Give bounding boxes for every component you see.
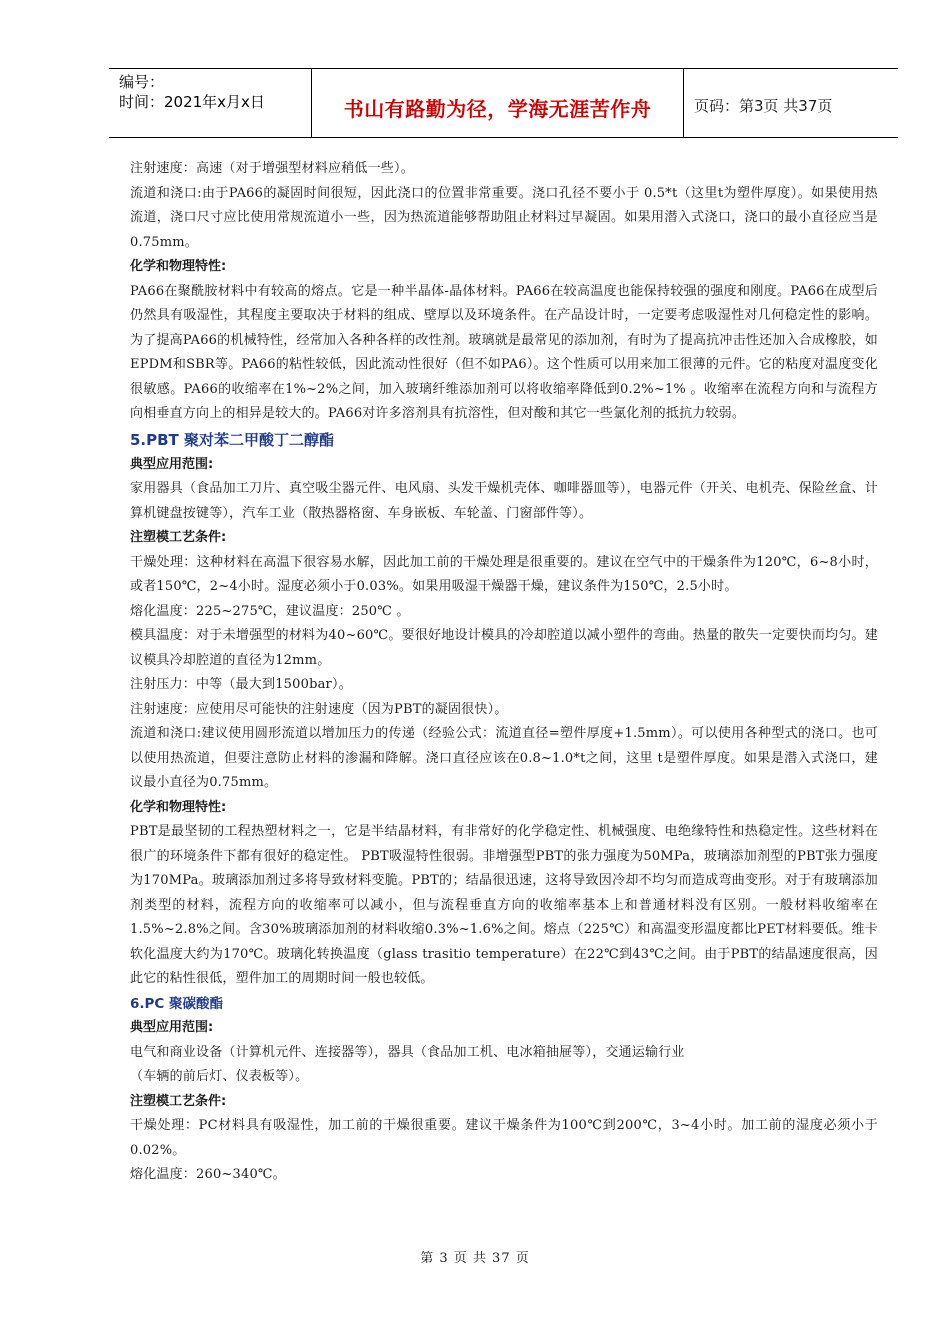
paragraph: 电气和商业设备（计算机元件、连接器等），器具（食品加工机、电冰箱抽屉等），交通运输行业 (130, 1044, 685, 1060)
paragraph: 干燥处理：这种材料在高温下很容易水解，因此加工前的干燥处理是很重要的。建议在空气中的干燥条件为120℃，6~8小时，或者150℃，2~4小时。湿度必须小于0.03%。如果用吸湿干燥器干燥，建议条件为150℃，2.5小时。 (130, 554, 878, 594)
subheading: 注塑模工艺条件: (130, 1093, 227, 1109)
paragraph: 熔化温度：225~275℃，建议温度：250℃ 。 (130, 603, 410, 619)
paragraph: （车辆的前后灯、仪表板等）。 (130, 1069, 309, 1084)
paragraph: PBT是最坚韧的工程热塑材料之一，它是半结晶材料，有非常好的化学稳定性、机械强度、电绝缘特性和热稳定性。这些材料在很广的环境条件下都有很好的稳定性。 PBT吸湿特性很弱。非增强型PBT的张力强度为50MPa，玻璃添加剂型的PBT张力强度为170MPa。玻璃添加剂过多将导致材料变脆。PBT的；结晶很迅速，这将导致因冷却不均匀而造成弯曲变形。对于有玻璃添加剂类型的材料，流程方向的收缩率可以减小，但与流程垂直方向的收缩率基本上和普通材料没有区别。一般材料收缩率在1.5%~2.8%之间。含30%玻璃添加剂的材料收缩0.3%~1.6%之间。熔点（225℃）和高温变形温度都比PET材料要低。维卡软化温度大约为170℃。玻璃化转换温度（glass trasitio temperature）在22℃到43℃之间。由于PBT的结晶速度很高，因此它的粘性很低，塑件加工的周期时间一般也较低。 (130, 824, 878, 986)
paragraph: 熔化温度：260~340℃。 (130, 1167, 286, 1182)
document-body (130, 157, 878, 1188)
section-heading-pbt: 5.PBT 聚对苯二甲酸丁二醇酯 (130, 430, 335, 449)
page-header (109, 68, 898, 138)
subheading: 注塑模工艺条件: (130, 530, 227, 545)
subheading: 化学和物理特性: (130, 259, 227, 274)
paragraph: 注射速度：应使用尽可能快的注射速度（因为PBT的凝固很快）。 (130, 701, 508, 717)
paragraph: 家用器具（食品加工刀片、真空吸尘器元件、电风扇、头发干燥机壳体、咖啡器皿等），电器元件（开关、电机壳、保险丝盒、计算机键盘按键等），汽车工业（散热器格窗、车身嵌板、车轮盖、门窗部件等）。 (130, 481, 878, 521)
motto: 书山有路勤为径，学海无涯苦作舟 (343, 97, 652, 121)
paragraph: 流道和浇口:由于PA66的凝固时间很短，因此浇口的位置非常重要。浇口孔径不要小于 0.5*t（这里t为塑件厚度）。如果使用热流道，浇口尺寸应比使用常规流道小一些，因为热流道能够帮助阻止材料过早凝固。如果用潜入式浇口，浇口的最小直径应当是0.75mm。 (130, 185, 878, 250)
header-motto-cell (312, 69, 684, 137)
page-footer: 第 3 页 共 37 页 (420, 1251, 530, 1266)
subheading: 典型应用范围: (130, 1020, 214, 1035)
paragraph: PA66在聚酰胺材料中有较高的熔点。它是一种半晶体-晶体材料。PA66在较高温度也能保持较强的强度和刚度。PA66在成型后仍然具有吸湿性，其程度主要取决于材料的组成、壁厚以及环境条件。在产品设计时，一定要考虑吸湿性对几何稳定性的影响。为了提高PA66的机械特性，经常加入各种各样的改性剂。玻璃就是最常见的添加剂，有时为了提高抗冲击性还加入合成橡胶，如EPDM和SBR等。PA66的粘性较低，因此流动性很好（但不如PA6）。这个性质可以用来加工很薄的元件。它的粘度对温度变化很敏感。PA66的收缩率在1%~2%之间，加入玻璃纤维添加剂可以将收缩率降低到0.2%~1% 。收缩率在流程方向和与流程方向相垂直方向上的相异是较大的。PA66对许多溶剂具有抗溶性，但对酸和其它一些氯化剂的抵抗力较弱。 (130, 283, 878, 421)
paragraph: 干燥处理：PC材料具有吸湿性，加工前的干燥很重要。建议干燥条件为100℃到200℃，3~4小时。加工前的湿度必须小于0.02%。 (130, 1118, 878, 1158)
paragraph: 注射速度：高速（对于增强型材料应稍低一些）。 (130, 161, 414, 176)
paragraph: 模具温度：对于未增强型的材料为40~60℃。要很好地设计模具的冷却腔道以减小塑件的弯曲。热量的散失一定要快而均匀。建议模具冷却腔道的直径为12mm。 (130, 628, 878, 668)
serial-label: 编号： (119, 73, 165, 91)
header-left-cell (109, 69, 312, 137)
subheading: 典型应用范围: (130, 456, 214, 472)
date-label: 时间：2021年x月x日 (119, 93, 265, 111)
paragraph: 注射压力：中等（最大到1500bar）。 (130, 677, 352, 692)
header-right-cell (684, 69, 898, 137)
page-code: 页码：第3页 共37页 (694, 97, 833, 115)
section-heading-pc: 6.PC 聚碳酸酯 (130, 995, 224, 1012)
paragraph: 流道和浇口:建议使用圆形流道以增加压力的传递（经验公式：流道直径=塑件厚度+1.5mm）。可以使用各种型式的浇口。也可以使用热流道，但要注意防止材料的渗漏和降解。浇口直径应该在0.8~1.0*t之间，这里 t是塑件厚度。如果是潜入式浇口，建议最小直径为0.75mm。 (130, 726, 878, 790)
subheading: 化学和物理特性: (130, 799, 227, 815)
